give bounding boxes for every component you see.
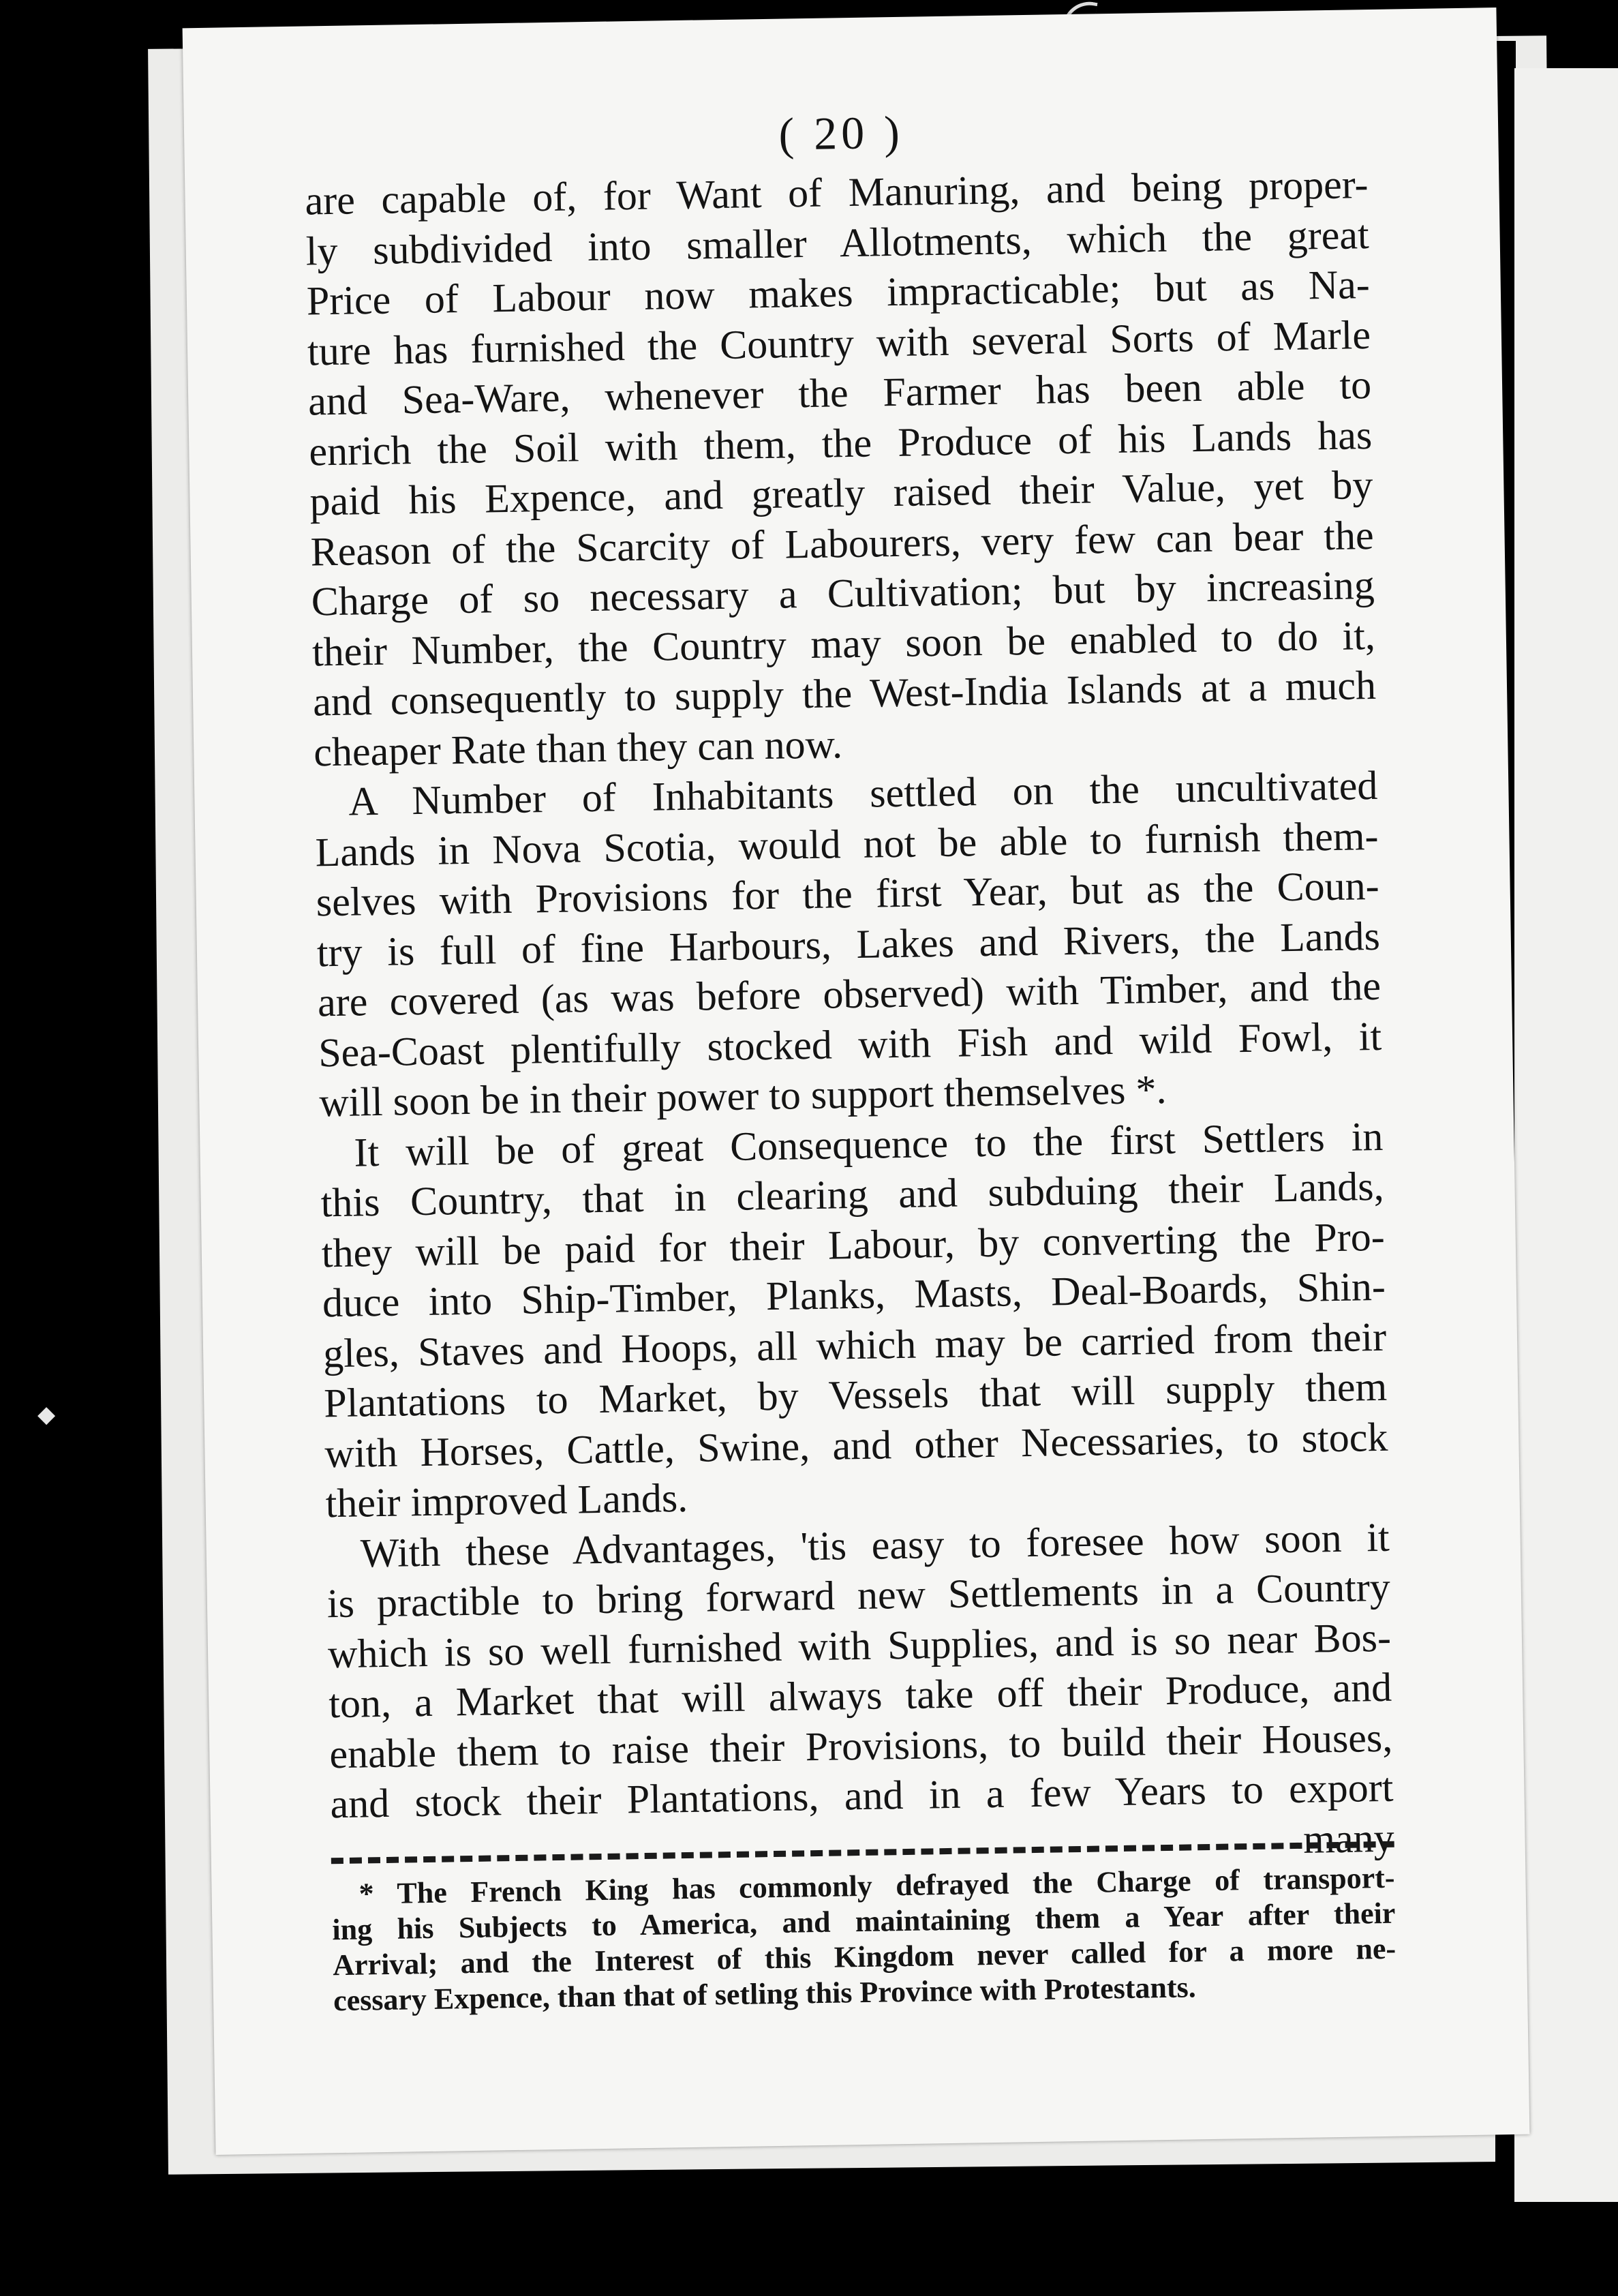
book-page xyxy=(183,7,1530,2155)
text-line: duce into Ship-Timber, Planks, Masts, Deal-Boards, Shin- xyxy=(322,1263,1386,1326)
text-line: will soon be in their power to support themselves *. xyxy=(318,1066,1167,1126)
text-line: gles, Staves and Hoops, all which may be carried from their xyxy=(322,1314,1387,1376)
text-line: It will be of great Consequence to the first Settlers in xyxy=(354,1113,1384,1175)
main-text xyxy=(305,160,1394,1879)
text-line: are capable of, for Want of Manuring, and being proper- xyxy=(305,162,1369,224)
text-line: selves with Provisions for the first Year, but as the Coun- xyxy=(316,862,1380,925)
margin-dot-mark: ◆ xyxy=(37,1401,56,1428)
text-line: enable them to raise their Provisions, to build their Houses, xyxy=(329,1715,1393,1777)
footnote-line: ing his Subjects to America, and maintaining them a Year after their xyxy=(332,1896,1396,1947)
text-line: Reason of the Scarcity of Labourers, very few can bear the xyxy=(310,512,1375,574)
text-line: With these Advantages, 'tis easy to foresee how soon it xyxy=(360,1514,1390,1576)
catchword: many xyxy=(1302,1815,1395,1862)
text-line: ly subdivided into smaller Allotments, which the great xyxy=(305,211,1370,274)
text-line: cheaper Rate than they can now. xyxy=(313,721,843,774)
text-line: ton, a Market that will always take off their Produce, and xyxy=(328,1664,1392,1727)
text-line: their Number, the Country may soon be enabled to do it, xyxy=(311,612,1376,674)
text-line: Price of Labour now makes impracticable; but as Na- xyxy=(306,262,1371,324)
text-line: paid his Expence, and greatly raised their Value, yet by xyxy=(309,462,1373,524)
text-line: and stock their Plantations, and in a few Years to export xyxy=(330,1764,1394,1827)
text-line: they will be paid for their Labour, by converting the Pro- xyxy=(321,1213,1386,1275)
footnote-line: * The French King has commonly defrayed the Charge of transport- xyxy=(358,1860,1395,1911)
facing-page-edge xyxy=(1514,68,1618,2202)
text-line: enrich the Soil with them, the Produce of his Lands has xyxy=(308,412,1373,474)
text-line: with Horses, Cattle, Swine, and other Necessaries, to stock xyxy=(324,1414,1388,1476)
text-line: is practible to bring forward new Settlements in a Country xyxy=(326,1564,1391,1627)
text-line: Sea-Coast plentifully stocked with Fish and wild Fowl, it xyxy=(318,1013,1382,1075)
text-line: which is so well furnished with Supplies, and is so near Bos- xyxy=(327,1614,1392,1676)
page-number: ( 20 ) xyxy=(778,106,904,160)
text-line: Charge of so necessary a Cultivation; but by increasing xyxy=(311,562,1375,624)
footnote-line: cessary Expence, than that of setling this Province with Protestants. xyxy=(333,1970,1197,2018)
text-line: are covered (as was before observed) with Timber, and the xyxy=(317,963,1382,1025)
text-line: Plantations to Market, by Vessels that will supply them xyxy=(323,1363,1388,1426)
footnote xyxy=(331,1860,1396,2019)
text-line: and Sea-Ware, whenever the Farmer has been able to xyxy=(307,362,1372,424)
text-line: Lands in Nova Scotia, would not be able to furnish them- xyxy=(315,813,1379,875)
text-line: ture has furnished the Country with several Sorts of Marle xyxy=(307,312,1371,374)
text-line: and consequently to supply the West-India Islands at a much xyxy=(312,662,1377,725)
text-line: their improved Lands. xyxy=(325,1475,688,1526)
text-line: this Country, that in clearing and subduing their Lands, xyxy=(320,1163,1385,1226)
text-line: A Number of Inhabitants settled on the uncultivated xyxy=(348,762,1378,824)
text-line: try is full of fine Harbours, Lakes and Rivers, the Lands xyxy=(316,913,1381,975)
footnote-line: Arrival; and the Interest of this Kingdom never called for a more ne- xyxy=(332,1931,1396,1982)
